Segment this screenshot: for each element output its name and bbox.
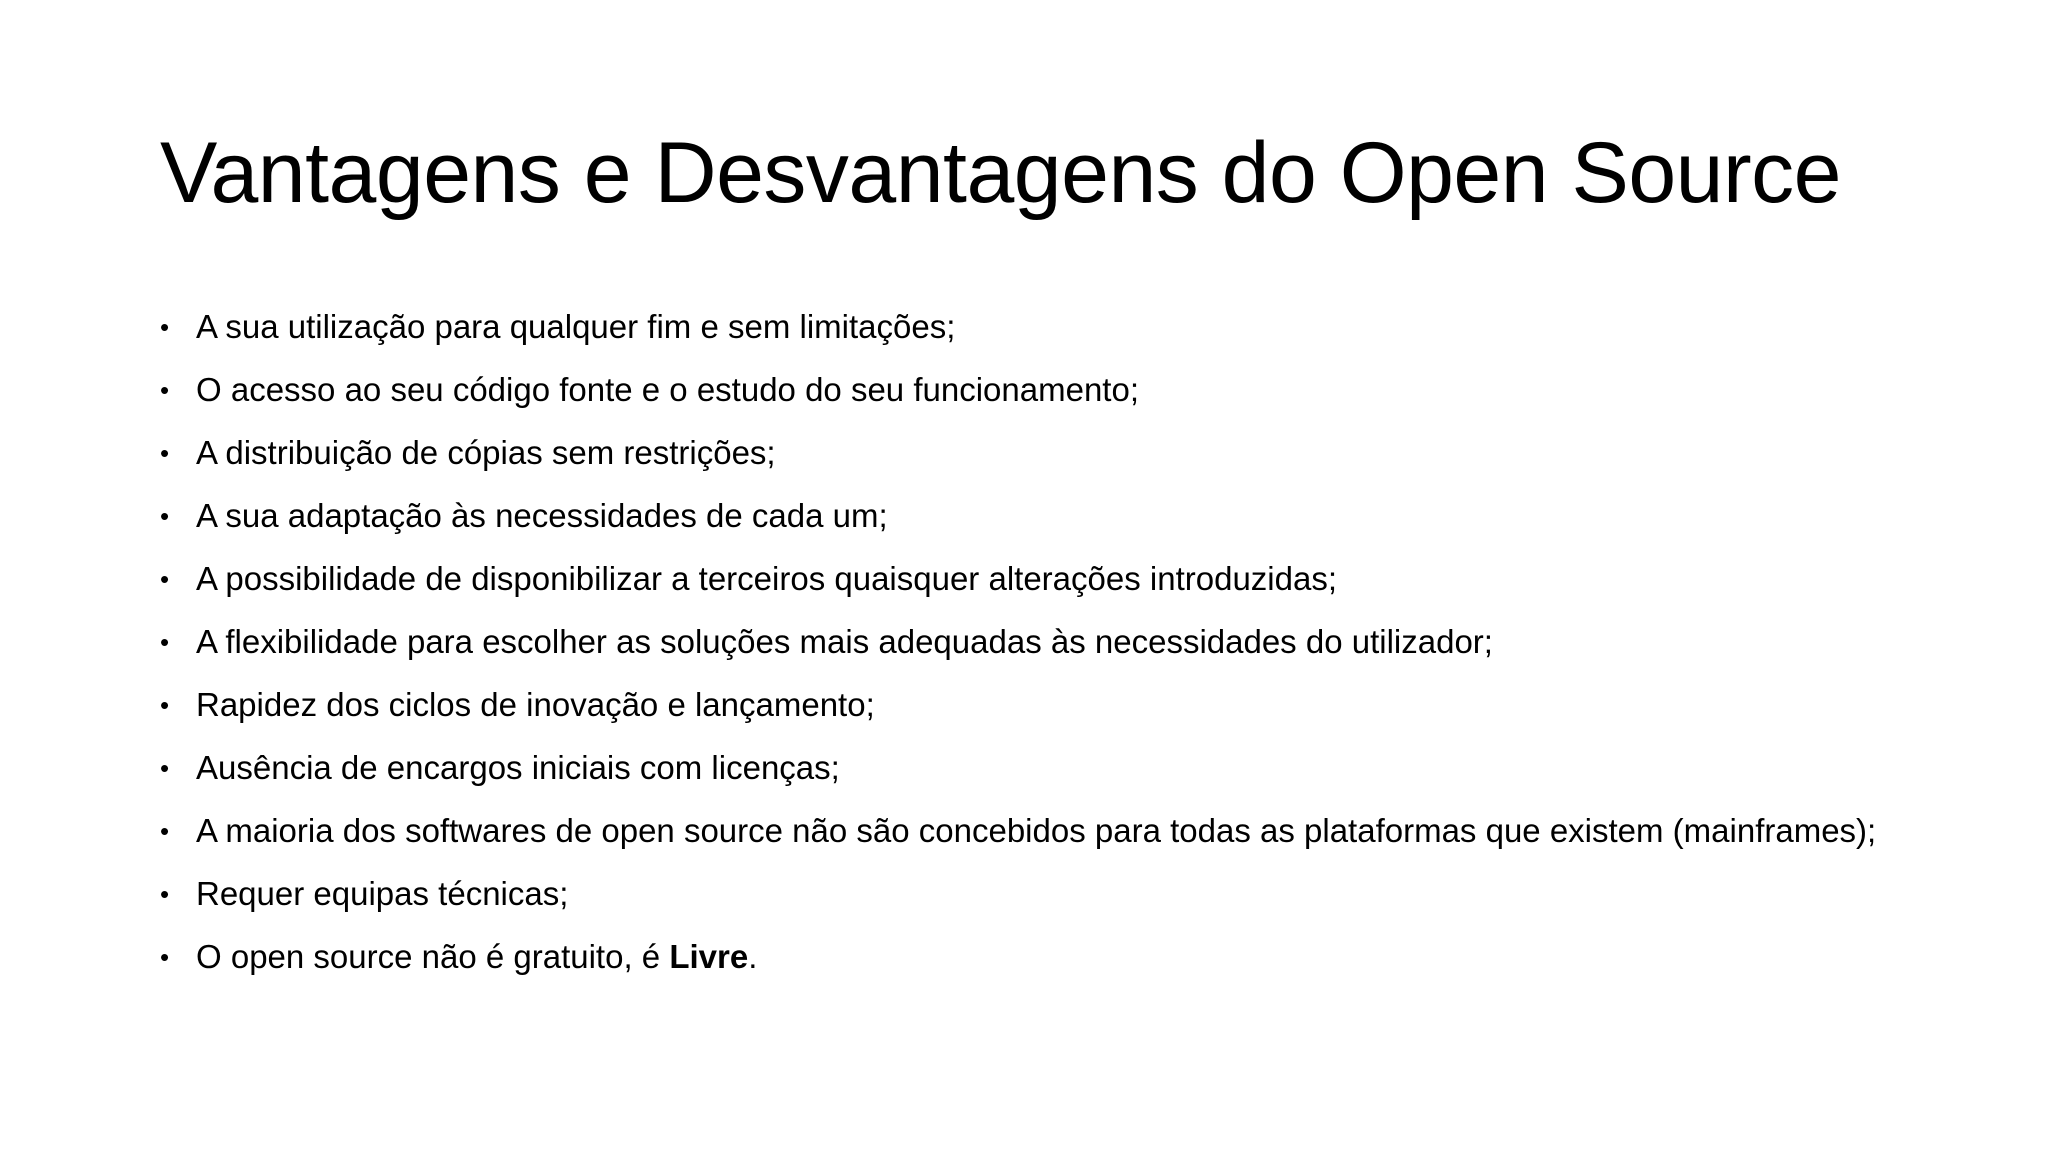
bullet-icon: • — [160, 375, 170, 405]
list-item — [160, 494, 1912, 538]
list-item-text-bold: Livre — [669, 938, 749, 975]
list-item — [160, 746, 1912, 790]
list-item — [160, 305, 1912, 349]
list-item-text: Ausência de encargos iniciais com licenças; — [196, 749, 840, 786]
bullet-icon: • — [160, 879, 170, 909]
list-item — [160, 683, 1912, 727]
bullet-list — [160, 305, 1912, 998]
bullet-icon: • — [160, 942, 170, 972]
list-item-text: O acesso ao seu código fonte e o estudo do seu funcionamento; — [196, 371, 1139, 408]
list-item — [160, 557, 1912, 601]
list-item — [160, 431, 1912, 475]
bullet-icon: • — [160, 312, 170, 342]
list-item-text: A sua adaptação às necessidades de cada um; — [196, 497, 888, 534]
list-item — [160, 872, 1912, 916]
list-item-text: A sua utilização para qualquer fim e sem limitações; — [196, 308, 956, 345]
list-item — [160, 809, 1912, 853]
bullet-icon: • — [160, 816, 170, 846]
list-item-text: Rapidez dos ciclos de inovação e lançamento; — [196, 686, 875, 723]
list-item-text: A distribuição de cópias sem restrições; — [196, 434, 776, 471]
list-item — [160, 368, 1912, 412]
list-item-text: A maioria dos softwares de open source não são concebidos para todas as plataformas que existem (mainframes); — [196, 812, 1877, 849]
bullet-icon: • — [160, 564, 170, 594]
slide-title: Vantagens e Desvantagens do Open Source — [160, 125, 1841, 221]
bullet-icon: • — [160, 501, 170, 531]
bullet-icon: • — [160, 438, 170, 468]
bullet-icon: • — [160, 627, 170, 657]
list-item-last — [160, 935, 1912, 979]
list-item-text: A possibilidade de disponibilizar a terceiros quaisquer alterações introduzidas; — [196, 560, 1337, 597]
list-item-text: Requer equipas técnicas; — [196, 875, 569, 912]
bullet-icon: • — [160, 690, 170, 720]
list-item-text: A flexibilidade para escolher as soluções mais adequadas às necessidades do utilizador; — [196, 623, 1493, 660]
list-item-text-prefix: O open source não é gratuito, é — [196, 938, 670, 975]
list-item — [160, 620, 1912, 664]
bullet-icon: • — [160, 753, 170, 783]
list-item-text-suffix: . — [748, 938, 758, 975]
